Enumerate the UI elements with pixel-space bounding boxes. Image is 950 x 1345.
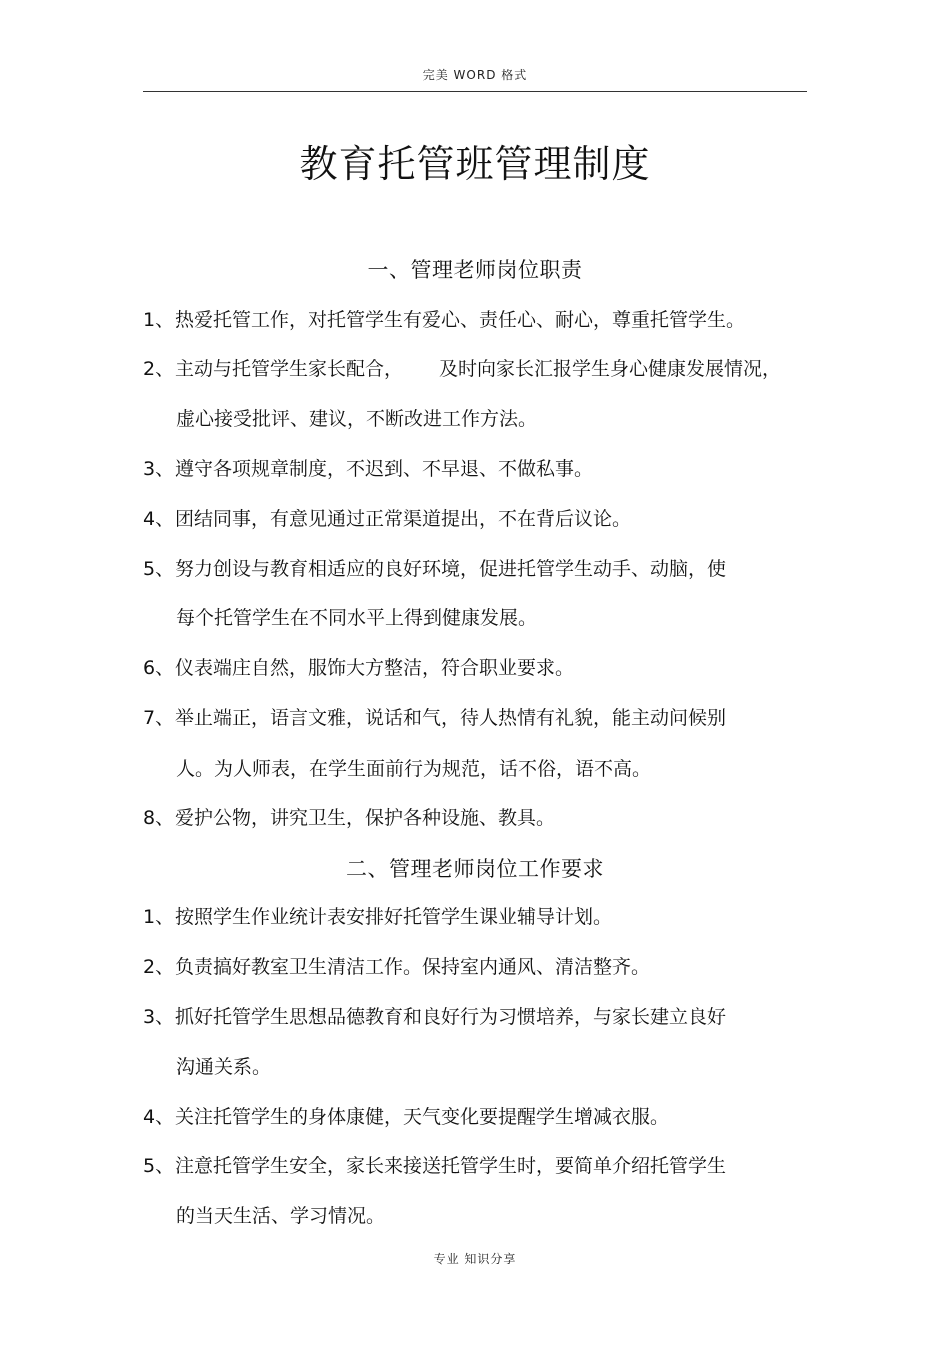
item-number: 3、 — [143, 458, 175, 480]
item-number: 5、 — [143, 1155, 175, 1177]
list-item — [143, 1102, 803, 1129]
list-item — [143, 454, 803, 481]
section-title-1: 一、管理老师岗位职责 — [367, 258, 583, 282]
item-continuation: 的当天生活、学习情况。 — [176, 1205, 386, 1227]
item-text: 举止端正，语言文雅，说话和气，待人热情有礼貌，能主动问候别 — [175, 707, 727, 729]
item-text: 主动与托管学生家长配合， — [175, 358, 404, 380]
item-number: 1、 — [143, 309, 175, 331]
list-item — [143, 1002, 803, 1029]
item-number: 2、 — [143, 956, 175, 978]
item-text: 抓好托管学生思想品德教育和良好行为习惯培养，与家长建立良好 — [175, 1006, 727, 1028]
list-item — [143, 902, 803, 929]
document-title: 教育托管班管理制度 — [299, 142, 651, 186]
item-continuation: 每个托管学生在不同水平上得到健康发展。 — [176, 607, 538, 629]
page-header: 完美 WORD 格式 — [422, 68, 528, 82]
list-item — [143, 354, 803, 381]
header-rule — [143, 91, 807, 92]
item-continuation: 虚心接受批评、建议，不断改进工作方法。 — [176, 408, 538, 430]
item-text: 及时向家长汇报学生身心健康发展情况， — [439, 358, 782, 380]
page-footer: 专业 知识分享 — [433, 1252, 517, 1266]
list-item — [143, 653, 803, 680]
item-text: 团结同事，有意见通过正常渠道提出，不在背后议论。 — [175, 508, 632, 530]
item-continuation: 沟通关系。 — [176, 1056, 272, 1078]
item-number: 6、 — [143, 657, 175, 679]
list-item — [143, 1151, 803, 1178]
list-item — [143, 703, 803, 730]
item-text: 负责搞好教室卫生清洁工作。保持室内通风、清洁整齐。 — [175, 956, 651, 978]
section-title-2: 二、管理老师岗位工作要求 — [346, 857, 604, 881]
item-continuation: 人。为人师表，在学生面前行为规范，话不俗，语不高。 — [176, 758, 652, 780]
list-item — [143, 952, 803, 979]
item-number: 4、 — [143, 508, 175, 530]
item-text: 努力创设与教育相适应的良好环境，促进托管学生动手、动脑，使 — [175, 558, 727, 580]
item-number: 1、 — [143, 906, 175, 928]
item-number: 2、 — [143, 358, 175, 380]
item-number: 7、 — [143, 707, 175, 729]
item-number: 3、 — [143, 1006, 175, 1028]
item-text: 热爱托管工作，对托管学生有爱心、责任心、耐心，尊重托管学生。 — [175, 309, 746, 331]
item-number: 4、 — [143, 1106, 175, 1128]
item-number: 8、 — [143, 807, 175, 829]
item-text: 爱护公物，讲究卫生，保护各种设施、教具。 — [175, 807, 556, 829]
list-item — [143, 803, 803, 830]
item-text: 注意托管学生安全，家长来接送托管学生时，要简单介绍托管学生 — [175, 1155, 727, 1177]
item-text: 按照学生作业统计表安排好托管学生课业辅导计划。 — [175, 906, 613, 928]
list-item — [143, 305, 803, 332]
item-text: 关注托管学生的身体康健，天气变化要提醒学生增减衣服。 — [175, 1106, 670, 1128]
item-text: 仪表端庄自然，服饰大方整洁，符合职业要求。 — [175, 657, 575, 679]
list-item — [143, 554, 803, 581]
list-item — [143, 504, 803, 531]
item-number: 5、 — [143, 558, 175, 580]
item-text: 遵守各项规章制度，不迟到、不早退、不做私事。 — [175, 458, 594, 480]
